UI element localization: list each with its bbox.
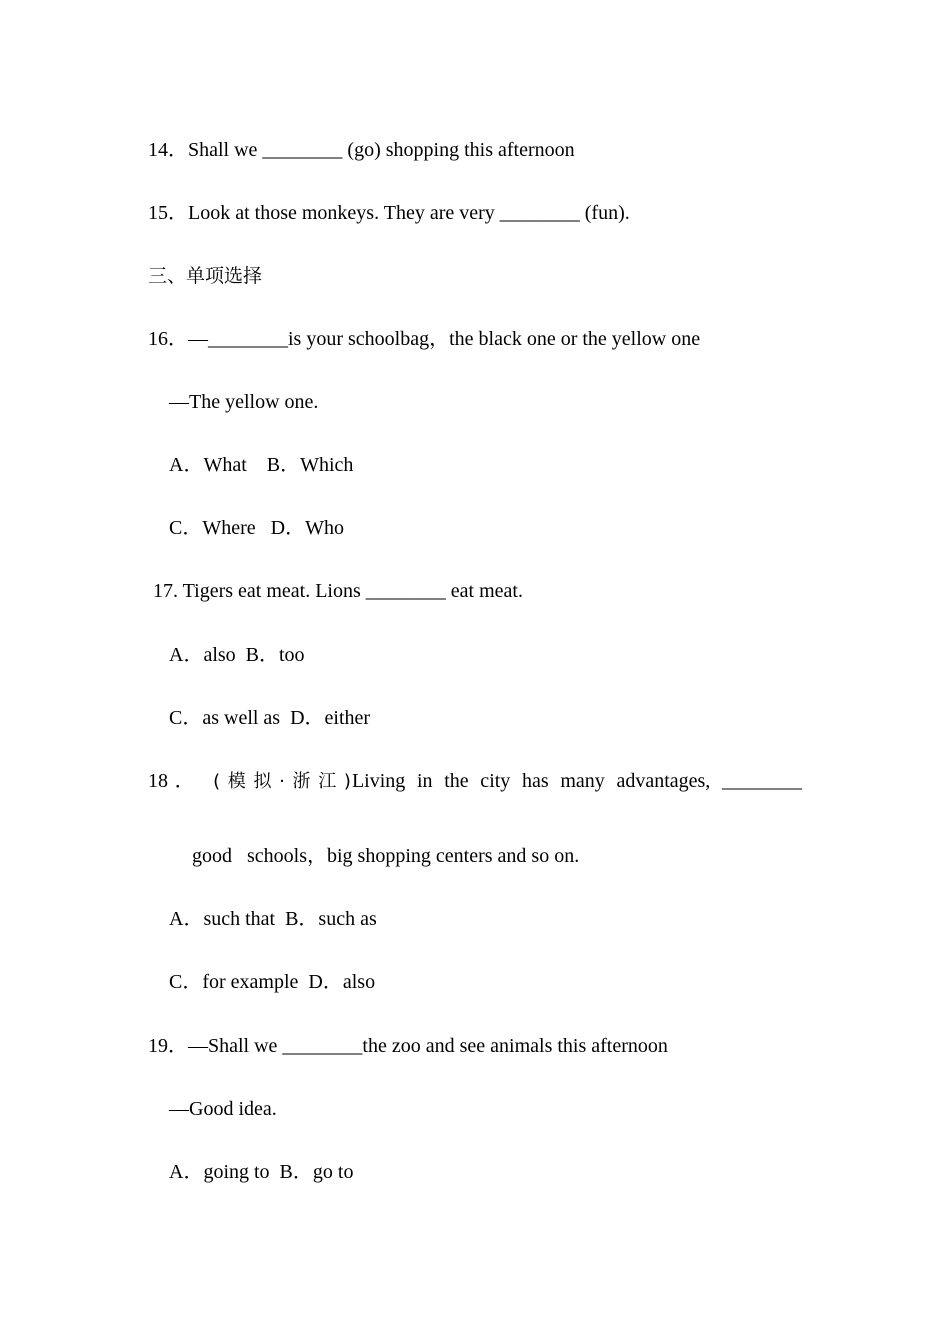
question-16 (148, 325, 700, 353)
question-14-text: Shall we ________ (go) shopping this afternoon (188, 139, 575, 161)
question-18 (148, 767, 802, 796)
question-17-options-ab: A．also B．too (169, 644, 305, 666)
question-16-number: 16． (148, 328, 188, 350)
question-18-options-cd: C．for example D．also (169, 971, 376, 993)
question-18-stem-line2: good schools，big shopping centers and so on. (192, 845, 580, 867)
question-16-stem: —________is your schoolbag，the black one or the yellow one (188, 328, 701, 350)
question-19-reply: —Good idea. (169, 1098, 277, 1120)
question-18-options-ab: A．such that B．such as (169, 908, 377, 930)
question-14 (148, 136, 575, 164)
question-18-source: (模拟·浙江) (213, 771, 352, 792)
question-14-number: 14． (148, 139, 188, 161)
question-19-number: 19． (148, 1035, 188, 1057)
question-16-options-ab: A．What B．Which (169, 454, 354, 476)
question-18-number: 18． (148, 770, 202, 792)
question-17-stem: 17. Tigers eat meat. Lions ________ eat meat. (153, 580, 523, 602)
question-15-text: Look at those monkeys. They are very ________ (fun). (188, 202, 630, 224)
section-heading: 三、单项选择 (148, 265, 263, 287)
question-15 (148, 199, 630, 227)
question-18-stem-line1: Living in the city has many advantages, ________ (351, 770, 802, 792)
question-15-number: 15． (148, 202, 188, 224)
question-19-options-ab: A．going to B．go to (169, 1161, 354, 1183)
question-16-options-cd: C．Where D．Who (169, 517, 344, 539)
question-19 (148, 1032, 668, 1060)
question-16-reply: —The yellow one. (169, 391, 319, 413)
question-17-options-cd: C．as well as D．either (169, 707, 371, 729)
question-19-stem: —Shall we ________the zoo and see animals this afternoon (188, 1035, 668, 1057)
